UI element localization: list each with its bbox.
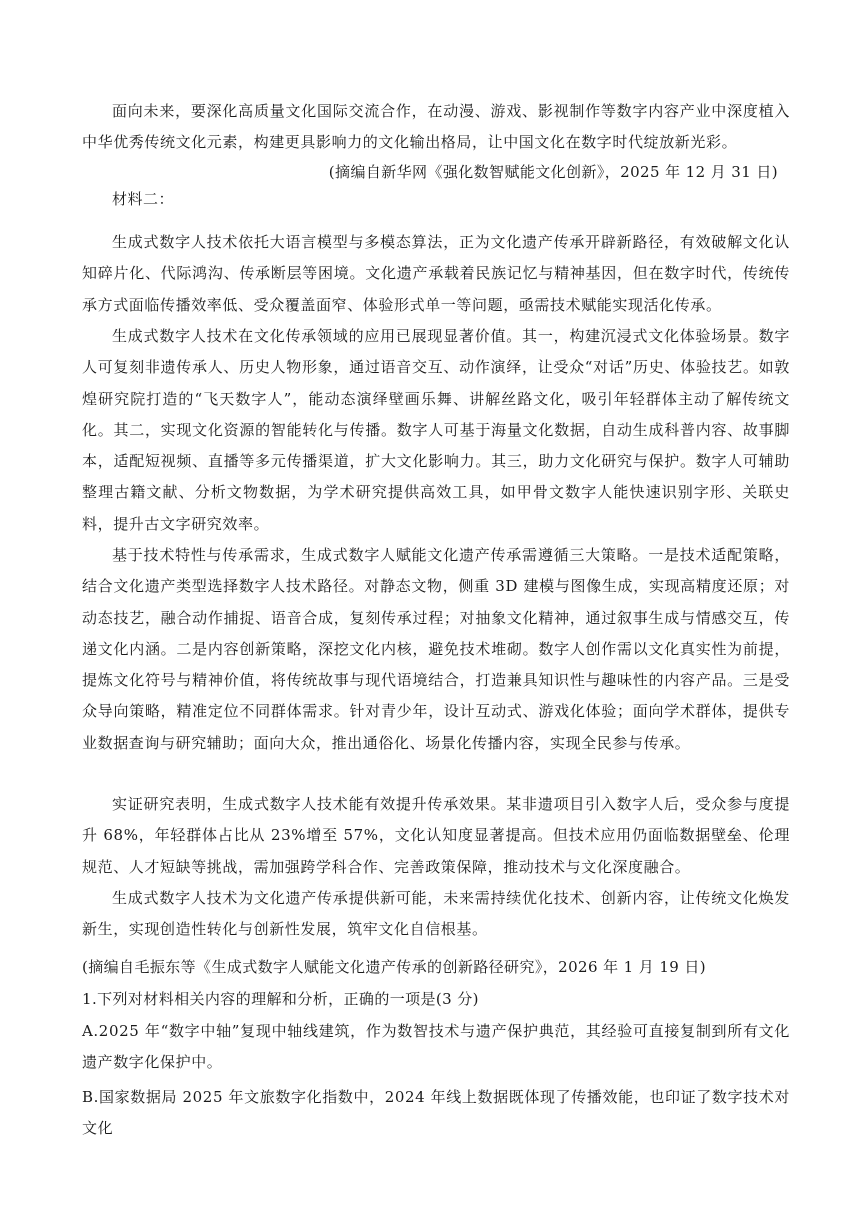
material-two-paragraph-4: 实证研究表明，生成式数字人技术能有效提升传承效果。某非遗项目引入数字人后，受众参与度提升 68%，年轻群体占比从 23%增至 57%，文化认知度显著提高。但技术应用仍面临数据壁垒、伦理规范、人才短缺等挑战，需加强跨学科合作、完善政策保障，推动技术与文化深度融合。: [82, 795, 790, 876]
material-two-paragraph-1: 生成式数字人技术依托大语言模型与多模态算法，正为文化遗产传承开辟新路径，有效破解文化认知碎片化、代际鸿沟、传承断层等困境。文化遗产承载着民族记忆与精神基因，但在数字时代，传统传承方式面临传播效率低、受众覆盖面窄、体验形式单一等问题，亟需技术赋能实现活化传承。: [82, 233, 790, 314]
material-one-closing-paragraph: 面向未来，要深化高质量文化国际交流合作，在动漫、游戏、影视制作等数字内容产业中深度植入中华优秀传统文化元素，构建更具影响力的文化输出格局，让中国文化在数字时代绽放新光彩。: [82, 102, 790, 152]
material-two-source: (摘编自毛振东等《生成式数字人赋能文化遗产传承的创新路径研究》，2026 年 1 月 19 日): [82, 958, 707, 976]
question-1-option-b: B.国家数据局 2025 年文旅数字化指数中，2024 年线上数据既体现了传播效能，也印证了数字技术对文化: [82, 1088, 790, 1138]
material-two-paragraph-2: 生成式数字人技术在文化传承领域的应用已展现显著价值。其一，构建沉浸式文化体验场景。数字人可复刻非遗传承人、历史人物形象，通过语音交互、动作演绎，让受众“对话”历史、体验技艺。如敦煌研究院打造的“飞天数字人”，能动态演绎壁画乐舞、讲解丝路文化，吸引年轻群体主动了解传统文化。其二，实现文化资源的智能转化与传播。数字人可基于海量文化数据，自动生成科普内容、故事脚本，适配短视频、直播等多元传播渠道，扩大文化影响力。其三，助力文化研究与保护。数字人可辅助整理古籍文献、分析文物数据，为学术研究提供高效工具，如甲骨文数字人能快速识别字形、关联史料，提升古文字研究效率。: [82, 327, 790, 533]
material-two-paragraph-3: 基于技术特性与传承需求，生成式数字人赋能文化遗产传承需遵循三大策略。一是技术适配策略，结合文化遗产类型选择数字人技术路径。对静态文物，侧重 3D 建模与图像生成，实现高精度还原；对动态技艺，融合动作捕捉、语音合成，复刻传承过程；对抽象文化精神，通过叙事生成与情感交互，传递文化内涵。二是内容创新策略，深挖文化内核，避免技术堆砌。数字人创作需以文化真实性为前提，提炼文化符号与精神价值，将传统故事与现代语境结合，打造兼具知识性与趣味性的内容产品。三是受众导向策略，精准定位不同群体需求。针对青少年，设计互动式、游戏化体验；面向学术群体，提供专业数据查询与研究辅助；面向大众，推出通俗化、场景化传播内容，实现全民参与传承。: [82, 546, 790, 752]
question-1-stem: 1.下列对材料相关内容的理解和分析，正确的一项是(3 分): [82, 990, 479, 1008]
material-two-paragraph-5: 生成式数字人技术为文化遗产传承提供新可能，未来需持续优化技术、创新内容，让传统文化焕发新生，实现创造性转化与创新性发展，筑牢文化自信根基。: [82, 889, 790, 939]
material-two-label: 材料二：: [112, 190, 175, 208]
material-one-source: (摘编自新华网《强化数智赋能文化创新》，2025 年 12 月 31 日): [328, 163, 778, 181]
question-1-option-a: A.2025 年“数字中轴”复现中轴线建筑，作为数智技术与遗产保护典范，其经验可直接复制到所有文化遗产数字化保护中。: [82, 1022, 790, 1072]
